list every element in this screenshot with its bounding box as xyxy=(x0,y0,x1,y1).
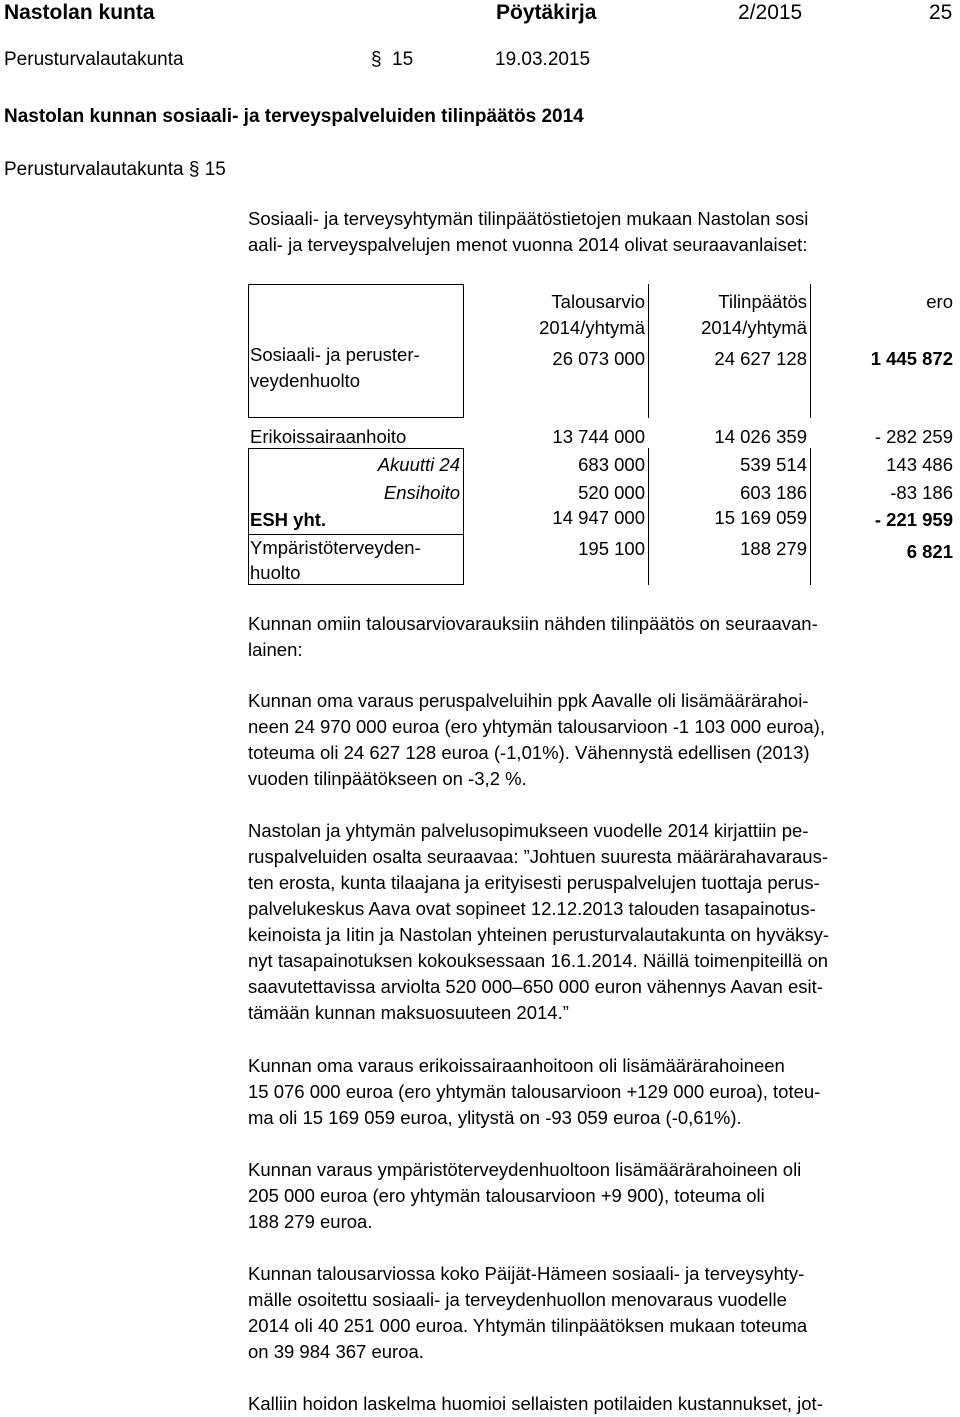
paragraph-line: Kunnan oma varaus erikoissairaanhoitoon oli lisämäärärahoineen xyxy=(248,1055,785,1076)
paragraph-line: ten erosta, kunta tilaajana ja erityisesti peruspalvelujen tuottaja perus- xyxy=(248,872,820,893)
header-doc-type: Pöytäkirja xyxy=(496,1,597,24)
actual-value: 603 186 xyxy=(740,482,807,503)
intro-line: Sosiaali- ja terveysyhtymän tilinpäätöstietojen mukaan Nastolan sosi xyxy=(248,208,809,229)
paragraph-line: ma oli 15 169 059 euroa, ylitystä on -93 059 euroa (-0,61%). xyxy=(248,1107,742,1128)
row-label: Ensihoito xyxy=(383,482,460,503)
difference-value: - 282 259 xyxy=(874,426,953,447)
section-ref xyxy=(4,159,226,181)
paragraph-line: keinoista ja Iitin ja Nastolan yhteinen perusturvalautakunta on hyväksy- xyxy=(248,924,830,945)
column-header-budget: Talousarvio xyxy=(551,291,645,312)
table-border xyxy=(463,448,464,585)
table-border xyxy=(463,284,464,418)
table-border xyxy=(248,284,249,418)
column-header-budget: 2014/yhtymä xyxy=(539,317,645,338)
paragraph-line: on 39 984 367 euroa. xyxy=(248,1341,424,1362)
row-label: Akuutti 24 xyxy=(377,454,460,475)
paragraph-line: toteuma oli 24 627 128 euroa (-1,01%). Vähennystä edellisen (2013) xyxy=(248,742,810,763)
column-header-actual: Tilinpäätös xyxy=(718,291,807,312)
budget-value: 195 100 xyxy=(578,538,645,559)
difference-value: 6 821 xyxy=(906,541,953,562)
table-border xyxy=(648,284,649,418)
paragraph xyxy=(248,1261,960,1365)
header-date: 19.03.2015 xyxy=(495,49,591,70)
paragraph-line: 188 279 euroa. xyxy=(248,1211,373,1232)
paragraph-line: 15 076 000 euroa (ero yhtymän talousarvioon +129 000 euroa), toteu- xyxy=(248,1081,821,1102)
difference-value: -83 186 xyxy=(890,482,953,503)
paragraph-line: ruspalveluiden osalta seuraavaa: ”Johtuen suuresta määrärahavaraus- xyxy=(248,846,829,867)
paragraph xyxy=(248,1391,960,1417)
actual-value: 15 169 059 xyxy=(714,507,807,528)
paragraph xyxy=(248,818,960,1026)
section-sign-icon: § xyxy=(371,49,382,70)
row-label: Sosiaali- ja peruster- xyxy=(250,344,420,365)
row-label: Ympäristöterveyden- xyxy=(250,537,421,558)
actual-value: 539 514 xyxy=(740,454,807,475)
table-border xyxy=(248,284,464,285)
paragraph-line: Kalliin hoidon laskelma huomioi sellaisten potilaiden kustannukset, jot- xyxy=(248,1393,823,1414)
table-border xyxy=(248,417,464,418)
budget-value: 26 073 000 xyxy=(552,348,645,369)
table-border xyxy=(248,448,249,585)
paragraph-line: 2014 oli 40 251 000 euroa. Yhtymän tilinpäätöksen mukaan toteuma xyxy=(248,1315,808,1336)
row-label: huolto xyxy=(250,562,301,583)
paragraph-line: Kunnan oma varaus peruspalveluihin ppk Aavalle oli lisämäärärahoi- xyxy=(248,690,809,711)
section-ref-number: 15 xyxy=(204,159,226,180)
actual-value: 24 627 128 xyxy=(714,348,807,369)
paragraph xyxy=(248,688,960,792)
column-header-difference: ero xyxy=(926,291,953,312)
paragraph xyxy=(248,611,960,663)
budget-value: 14 947 000 xyxy=(552,507,645,528)
column-header-actual: 2014/yhtymä xyxy=(701,317,807,338)
table-border xyxy=(810,284,811,418)
paragraph-line: palvelukeskus Aava ovat sopineet 12.12.2013 talouden tasapainotus- xyxy=(248,898,816,919)
paragraph-line: vuoden tilinpäätökseen on -3,2 %. xyxy=(248,768,527,789)
difference-value: 1 445 872 xyxy=(870,348,953,369)
budget-value: 13 744 000 xyxy=(552,426,645,447)
paragraph-line: Nastolan ja yhtymän palvelusopimukseen vuodelle 2014 kirjattiin pe- xyxy=(248,820,809,841)
paragraph-line: tämään kunnan maksuosuuteen 2014.” xyxy=(248,1002,569,1023)
intro-line: aali- ja terveyspalvelujen menot vuonna 2014 olivat seuraavanlaiset: xyxy=(248,234,808,255)
paragraph-line: 205 000 euroa (ero yhtymän talousarvioon +9 900), toteuma oli xyxy=(248,1185,765,1206)
paragraph-line: mälle osoitettu sosiaali- ja terveydenhuollon menovaraus vuodelle xyxy=(248,1289,787,1310)
paragraph-line: saavutettavissa arviolta 520 000–650 000 euron vähennys Aavan esit- xyxy=(248,976,823,997)
difference-value: 143 486 xyxy=(886,454,953,475)
header-board: Perusturvalautakunta xyxy=(4,49,184,70)
table-border xyxy=(810,448,811,585)
budget-value: 520 000 xyxy=(578,482,645,503)
paragraph-line: neen 24 970 000 euroa (ero yhtymän talousarvioon -1 103 000 euroa), xyxy=(248,716,825,737)
paragraph-line: Kunnan omiin talousarviovarauksiin nähden tilinpäätös on seuraavan- xyxy=(248,613,818,634)
paragraph xyxy=(248,1053,960,1131)
header-section: 15 xyxy=(392,49,414,70)
header-municipality: Nastolan kunta xyxy=(4,1,155,24)
paragraph-line: Kunnan talousarviossa koko Päijät-Hämeen sosiaali- ja terveysyhty- xyxy=(248,1263,805,1284)
page-title: Nastolan kunnan sosiaali- ja terveyspalveluiden tilinpäätös 2014 xyxy=(4,106,584,127)
row-label: veydenhuolto xyxy=(250,370,361,391)
budget-value: 683 000 xyxy=(578,454,645,475)
row-label: Erikoissairaanhoito xyxy=(250,426,407,447)
section-sign-icon: § xyxy=(188,159,200,180)
section-ref-board: Perusturvalautakunta xyxy=(4,159,184,180)
intro-paragraph xyxy=(248,206,960,258)
paragraph-line: nyt tasapainotuksen kokouksessaan 16.1.2014. Näillä toimenpiteillä on xyxy=(248,950,829,971)
header-page-number: 25 xyxy=(929,1,953,24)
table-border xyxy=(648,448,649,585)
actual-value: 14 026 359 xyxy=(714,426,807,447)
paragraph-line: Kunnan varaus ympäristöterveydenhuoltoon lisämäärärahoineen oli xyxy=(248,1159,802,1180)
paragraph-line: lainen: xyxy=(248,639,303,660)
difference-value: - 221 959 xyxy=(874,509,953,530)
row-label: ESH yht. xyxy=(250,509,327,530)
paragraph xyxy=(248,1157,960,1235)
actual-value: 188 279 xyxy=(740,538,807,559)
header-issue: 2/2015 xyxy=(738,1,803,24)
